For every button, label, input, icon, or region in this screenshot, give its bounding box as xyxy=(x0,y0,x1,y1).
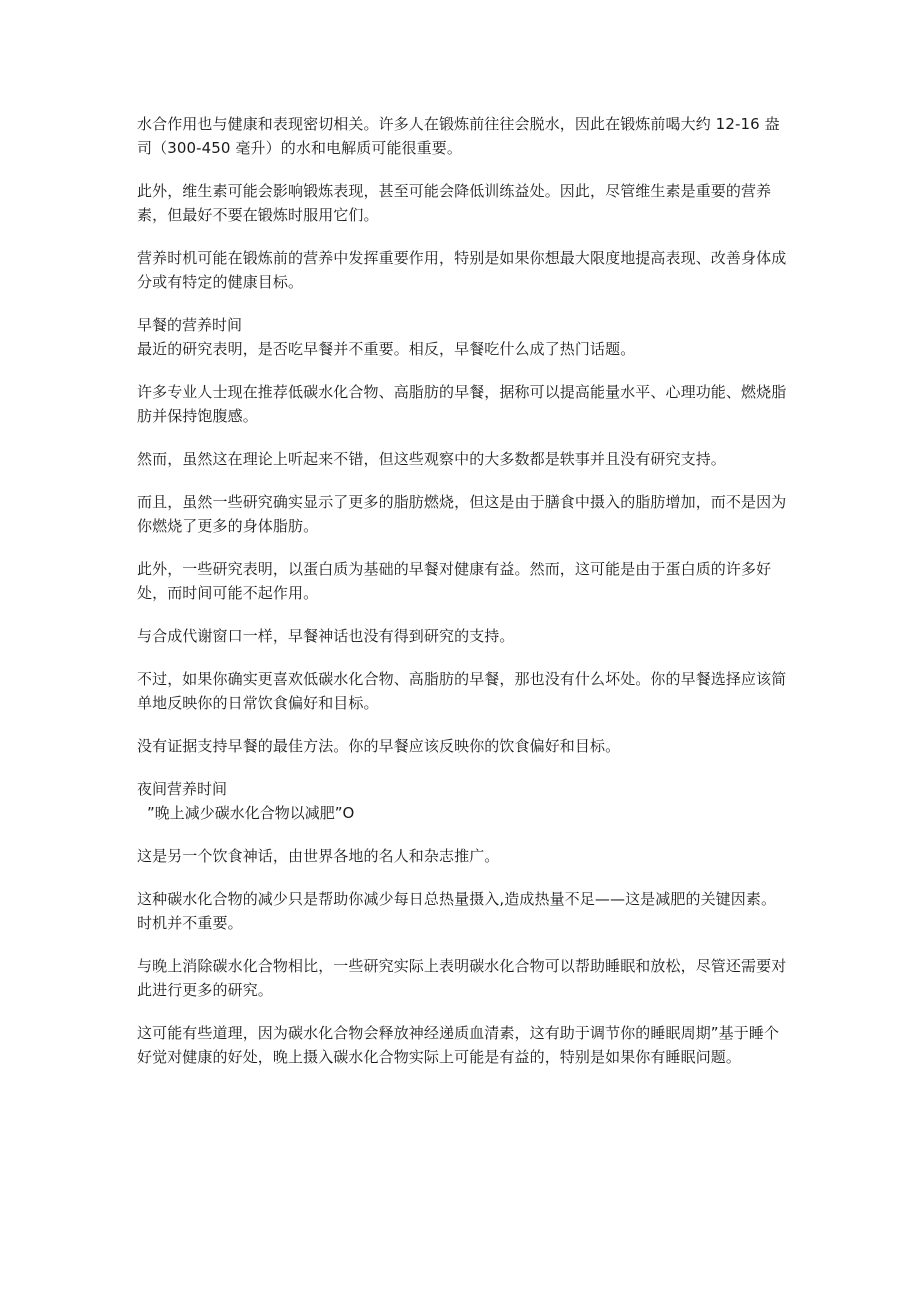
paragraph-night-4: 这可能有些道理，因为碳水化合物会释放神经递质血清素，这有助于调节你的睡眠周期”基于睡个好觉对健康的好处，晚上摄入碳水化合物实际上可能是有益的，特别是如果你有睡眠问题。 xyxy=(137,1024,780,1066)
paragraph-breakfast-3: 然而，虽然这在理论上听起来不错，但这些观察中的大多数都是轶事并且没有研究支持。 xyxy=(137,450,726,468)
quote-night-carbs: ”晚上减少碳水化合物以减肥”O xyxy=(147,804,355,822)
document-body xyxy=(137,112,787,1088)
section-heading-breakfast: 早餐的营养时间 xyxy=(137,316,243,334)
paragraph-breakfast-4: 而且，虽然一些研究确实显示了更多的脂肪燃烧，但这是由于膳食中摄入的脂肪增加，而不是因为你燃烧了更多的身体脂肪。 xyxy=(137,493,787,535)
paragraph-breakfast-2: 许多专业人士现在推荐低碳水化合物、高脂肪的早餐，据称可以提高能量水平、心理功能、燃烧脂肪并保持饱腹感。 xyxy=(137,383,787,425)
paragraph-hydration: 水合作用也与健康和表现密切相关。许多人在锻炼前往往会脱水，因此在锻炼前喝大约 12-16 盎司（300-450 毫升）的水和电解质可能很重要。 xyxy=(137,115,780,157)
paragraph-breakfast-6: 与合成代谢窗口一样，早餐神话也没有得到研究的支持。 xyxy=(137,627,515,645)
paragraph-breakfast-7: 不过，如果你确实更喜欢低碳水化合物、高脂肪的早餐，那也没有什么坏处。你的早餐选择应该简单地反映你的日常饮食偏好和目标。 xyxy=(137,670,787,712)
section-heading-night: 夜间营养时间 xyxy=(137,780,228,798)
paragraph-breakfast-5: 此外，一些研究表明，以蛋白质为基础的早餐对健康有益。然而，这可能是由于蛋白质的许多好处，而时间可能不起作用。 xyxy=(137,560,772,602)
paragraph-night-2: 这种碳水化合物的减少只是帮助你减少每日总热量摄入,造成热量不足——这是减肥的关键因素。时机并不重要。 xyxy=(137,890,777,932)
paragraph-night-3: 与晚上消除碳水化合物相比，一些研究实际上表明碳水化合物可以帮助睡眠和放松，尽管还需要对此进行更多的研究。 xyxy=(137,957,787,999)
paragraph-breakfast-1: 最近的研究表明，是否吃早餐并不重要。相反，早餐吃什么成了热门话题。 xyxy=(137,340,636,358)
paragraph-vitamins: 此外，维生素可能会影响锻炼表现，甚至可能会降低训练益处。因此，尽管维生素是重要的营养素，但最好不要在锻炼时服用它们。 xyxy=(137,182,772,224)
paragraph-breakfast-8: 没有证据支持早餐的最佳方法。你的早餐应该反映你的饮食偏好和目标。 xyxy=(137,737,621,755)
paragraph-nutrient-timing: 营养时机可能在锻炼前的营养中发挥重要作用，特别是如果你想最大限度地提高表现、改善身体成分或有特定的健康目标。 xyxy=(137,249,787,291)
paragraph-night-1: 这是另一个饮食神话，由世界各地的名人和杂志推广。 xyxy=(137,847,500,865)
